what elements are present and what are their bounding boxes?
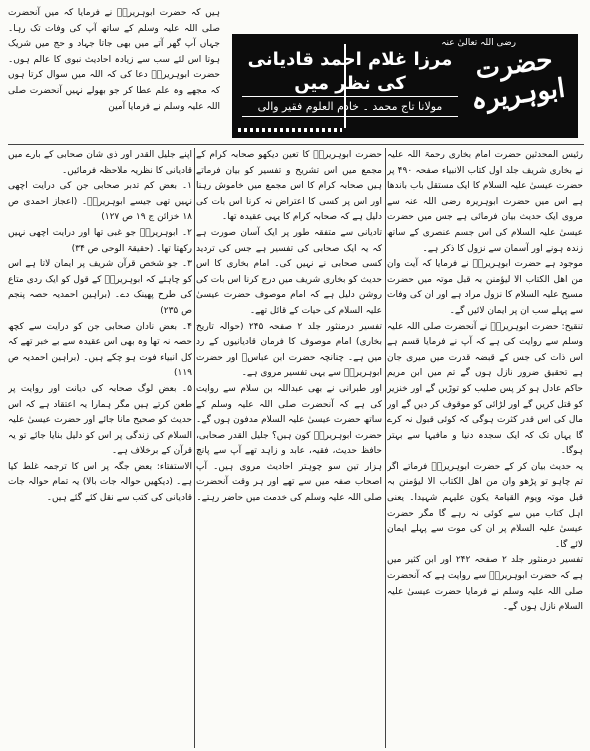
column-rule [194, 148, 195, 748]
banner-ornament [238, 128, 342, 132]
paragraph: ۱۔ بعض کم تدبر صحابی جن کی درایت اچھی نہیں تھی جیسے ابوہریرہؓ۔ (اعجاز احمدی ص ۱۸ خزائن ج ۱۹ ص ۱۲۷) [8, 181, 192, 223]
horizontal-rule [8, 144, 584, 145]
paragraph: ۳۔ جو شخص قرآن شریف پر ایمان لاتا ہے اس کو چاہئے کہ ابوہریرہؓ کے قول کو ایک ردی متاع کی طرح پھینک دے۔ (براہین احمدیہ حصہ پنجم ص ۲۳۵) [8, 259, 192, 316]
column-rule [385, 148, 386, 748]
subject-name: حضرت ابوہریرہ [469, 44, 567, 117]
paragraph: ۵۔ بعض لوگ صحابہ کی دیانت اور روایت پر طعن کرتے ہیں مگر ہمارا یہ اعتقاد ہے کہ اس حدیث کو صحیح مانا جائے اور حضرت عیسیٰ علیہ السلام کی زندگی پر اس کو دلیل بنایا جائے تو یہ قرآن کے برخلاف ہے۔ [8, 383, 192, 457]
paragraph: تنقیح: حضرت ابوہریرہؓ نے آنحضرت صلی اللہ علیہ وسلم سے روایت کی ہے کہ آپ نے فرمایا قسم ہے اس ذات کی جس کے قبضہ قدرت میں میری جان ہے تحقیق ضرور نازل ہوں گے تم میں ابن مریم حاکم عادل ہو کر پس صلیب کو توڑیں گے اور خنزیر کو قتل کریں گے اور لڑائی کو موقوف کر دیں گے اور مال کی اس قدر کثرت ہوگی کہ کوئی قبول نہ کرے گا یہاں تک کہ ایک سجدہ دنیا و مافیہا سے بہتر ہوگا۔ [387, 321, 583, 457]
article-banner [232, 34, 578, 138]
article-byline: مولانا تاج محمد ۔ خادم العلوم فقیر والی [242, 96, 458, 117]
honorific: رضی اللہ تعالیٰ عنہ [441, 38, 516, 48]
paragraph: تفسیر درمنثور جلد ۲ صفحہ ۲۴۵ (حوالہ تاریخ بخاری) امام موصوف کا فرمان قادیانیوں کے رد میں ہے۔ چنانچہ حضرت ابن عباسؓ اور حضرت ابوہریرہؓ سے یہی تفسیر مروی ہے۔ [196, 321, 382, 379]
paragraph: اور طبرانی نے بھی عبداللہ بن سلام سے روایت کی ہے کہ آنحضرت صلی اللہ علیہ وسلم کے ساتھ حضرت عیسیٰ علیہ السلام مدفون ہوں گے۔ [196, 383, 382, 426]
paragraph: اپنے جلیل القدر اور ذی شان صحابی کے بارے میں قادیانی کا نظریہ ملاحظہ فرمائیں۔ [8, 150, 192, 176]
column-left [8, 148, 192, 748]
paragraph: تادیانی سے متفقہ طور پر ایک آسان صورت ہے کہ یہ ایک صحابی کی تفسیر ہے جس کی تردید کسی صحابی نے نہیں کی۔ امام بخاری کا اس حدیث کو بخاری شریف میں درج کرنا اس بات کی روشن دلیل ہے کہ امام موصوف حضرت عیسیٰ علیہ السلام کی حیات کے قائل تھے۔ [196, 227, 382, 316]
paragraph: ۲۔ ابوہریرہؓ جو غبی تھا اور درایت اچھی نہیں رکھتا تھا۔ (حقیقۃ الوحی ص ۳۴) [8, 227, 192, 254]
column-right [387, 148, 583, 748]
paragraph: رئیس المحدثین حضرت امام بخاری رحمۃ اللہ علیہ نے بخاری شریف جلد اول کتاب الانبیاء صفحہ ۴۹۰ پر حضرت عیسیٰ علیہ السلام کا ایک مستقل باب باندھا ہے اس میں حضرت ابوہریرہ رضی اللہ عنہ سے مروی ایک حدیث بیان فرمائی ہے جس میں حضرت عیسیٰ علیہ السلام کی اس جسم عنصری کے ساتھ زندہ ہونے اور آسمان سے نزول کا ذکر ہے۔ [387, 150, 583, 254]
paragraph: موجود ہے حضرت ابوہریرہؓ نے فرمایا کہ آیت وان من اھل الکتاب الا لیؤمنن بہ قبل موتہ میں حضرت مسیح علیہ السلام کا نزول مراد ہے اور ان کی وفات سے پہلے سب ان پر ایمان لائیں گے۔ [387, 259, 583, 316]
paragraph: یہ حدیث بیان کر کے حضرت ابوہریرہؓ فرماتے اگر تم چاہو تو پڑھو وان من اھل الکتاب الا لیؤمنن بہ قبل موتہ ویوم القیامۃ یکون علیہم شہیدا۔ یعنی اہل کتاب میں سے کوئی نہ رہے گا مگر حضرت عیسیٰ علیہ السلام پر ان کی موت سے پہلے ایمان لائے گا۔ [387, 461, 583, 550]
paragraph: حضرت ابوہریرہؓ کون ہیں؟ جلیل القدر صحابی، حافظ حدیث، فقیہ، عابد و زاہد تھے آپ سے پانچ ہزار تین سو چوہتر احادیث مروی ہیں۔ آپ اصحاب صفہ میں سے تھے اور ہر وقت آنحضرت صلی اللہ علیہ وسلم کی خدمت میں حاضر رہتے۔ [196, 430, 382, 504]
paragraph: ۴۔ بعض نادان صحابی جن کو درایت سے کچھ حصہ نہ تھا وہ بھی اس عقیدہ سے بے خبر تھے کہ کل انبیاء فوت ہو چکے ہیں۔ (براہین احمدیہ ص ۱۱۹) [8, 321, 192, 379]
article-headline: مرزا غلام احمد قادیانی کی نظر میں [247, 49, 453, 94]
paragraph: الاستفتاء: بعض جگہ پر اس کا ترجمہ غلط کیا ہے۔ (دیکھیں حوالہ جات بالا) یہ تمام حوالہ جات قادیانی کی کتب سے نقل کئے گئے ہیں۔ [8, 461, 192, 504]
column-middle [196, 148, 382, 748]
paragraph: تفسیر درمنثور جلد ۲ صفحہ ۲۴۲ اور ابن کثیر میں ہے کہ حضرت ابوہریرہؓ سے روایت ہے کہ آنحضرت صلی اللہ علیہ وسلم نے فرمایا حضرت عیسیٰ علیہ السلام نازل ہوں گے۔ [387, 555, 583, 613]
continued-text-block [8, 6, 220, 146]
paragraph: ہیں کہ حضرت ابوہریرہؓ نے فرمایا کہ میں آنحضرت صلی اللہ علیہ وسلم کے ساتھ آپ کی وفات تک رہا۔ جہاں آپ گھر آتے میں بھی جاتا جہاد و حج میں شریک ہوتا اس لئے سب سے زیادہ احادیث نبوی کا عالم ہوں۔ حضرت ابوہریرہؓ دعا کی کہ اللہ میں سوال کرتا ہوں کہ مجھے وہ علم عطا کر جو بھولے نہیں آنحضرت صلی اللہ علیہ وسلم نے فرمایا آمین [8, 8, 220, 112]
paragraph: حضرت ابوہریرہؓ کا تعین دیکھو صحابہ کرام کے مجمع میں اس تشریح و تفسیر کو بیان فرماتے ہیں صحابہ کرام کا اس مجمع میں خاموش رہنا اور اس پر کسی کا اعتراض نہ کرنا اس بات کی دلیل ہے کہ صحابہ کرام کا یہی عقیدہ تھا۔ [196, 150, 382, 223]
